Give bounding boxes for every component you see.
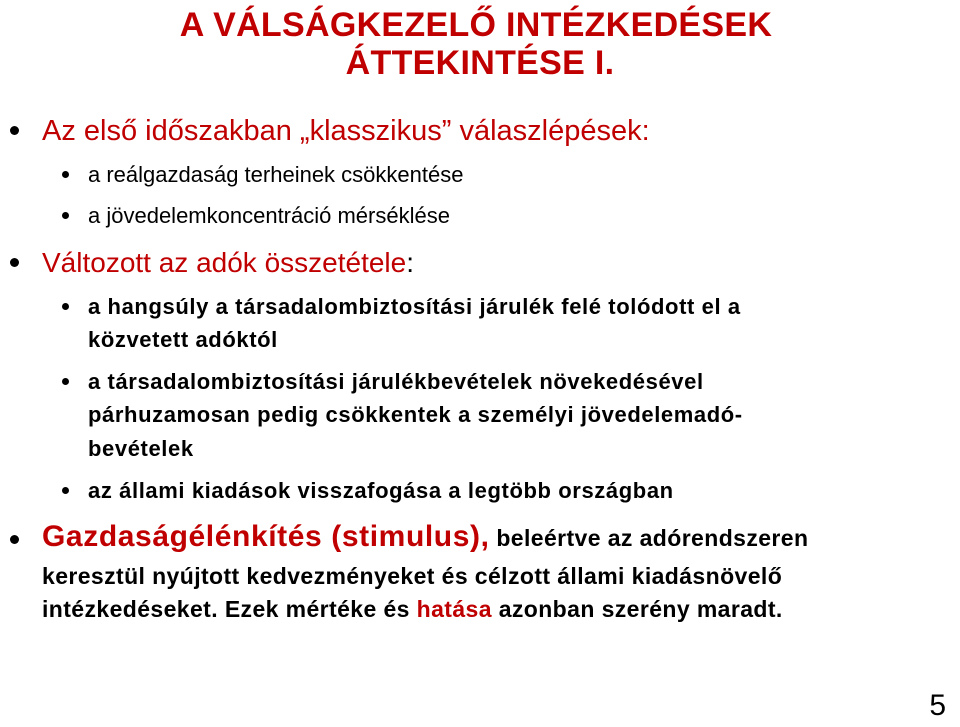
- slide-title-line2: ÁTTEKINTÉSE I.: [345, 44, 615, 82]
- sub-bullet-emphasis-line2: közvetett adóktól: [88, 327, 278, 352]
- page-number: 5: [929, 689, 946, 722]
- sub-bullet-income-concentration: a jövedelemkoncentráció mérséklése: [88, 203, 450, 228]
- sub-bullet-dot: [62, 378, 69, 385]
- bullet-dot: [10, 535, 19, 544]
- bullet-tax-composition-colon: :: [406, 247, 414, 278]
- stimulus-line3-start: intézkedéseket. Ezek mértéke és: [42, 596, 417, 622]
- slide-title: [0, 6, 960, 82]
- stimulus-line3-end: azonban szerény maradt.: [491, 596, 783, 622]
- sub-bullet-dot: [62, 303, 69, 310]
- stimulus-impact-word: hatása: [416, 596, 492, 622]
- bullet-dot: [10, 258, 19, 267]
- sub-bullet-state-spending: az állami kiadások visszafogása a legtöbb országban: [88, 478, 674, 503]
- stimulus-highlight: Gazdaságélénkítés (stimulus),: [42, 520, 490, 553]
- bullet-tax-composition-label: Változott az adók összetétele: [42, 247, 407, 278]
- bullet-stimulus-line3: [42, 594, 783, 624]
- stimulus-rest: beleértve az adórendszeren: [489, 525, 809, 551]
- bullet-stimulus-line1: [42, 522, 808, 553]
- sub-bullet-dot: [62, 487, 69, 494]
- bullet-stimulus-line2: keresztül nyújtott kedvezményeket és célzott állami kiadásnövelő: [42, 563, 783, 589]
- slide-title-line1: A VÁLSÁGKEZELŐ INTÉZKEDÉSEK: [179, 6, 773, 44]
- bullet-classic-responses: Az első időszakban „klasszikus” válaszlépések:: [42, 115, 650, 147]
- sub-bullet-contributions-line2: párhuzamosan pedig csökkentek a személyi jövedelemadó-: [88, 402, 743, 427]
- sub-bullet-contributions-line3: bevételek: [88, 436, 194, 461]
- sub-bullet-emphasis-line1: a hangsúly a társadalombiztosítási járulék felé tolódott el a: [88, 294, 741, 319]
- sub-bullet-dot: [62, 212, 69, 219]
- bullet-tax-composition: [42, 246, 414, 280]
- sub-bullet-contributions-line1: a társadalombiztosítási járulékbevételek növekedésével: [88, 369, 704, 394]
- sub-bullet-dot: [62, 171, 69, 178]
- sub-bullet-real-economy: a reálgazdaság terheinek csökkentése: [88, 162, 464, 187]
- bullet-dot: [10, 126, 19, 135]
